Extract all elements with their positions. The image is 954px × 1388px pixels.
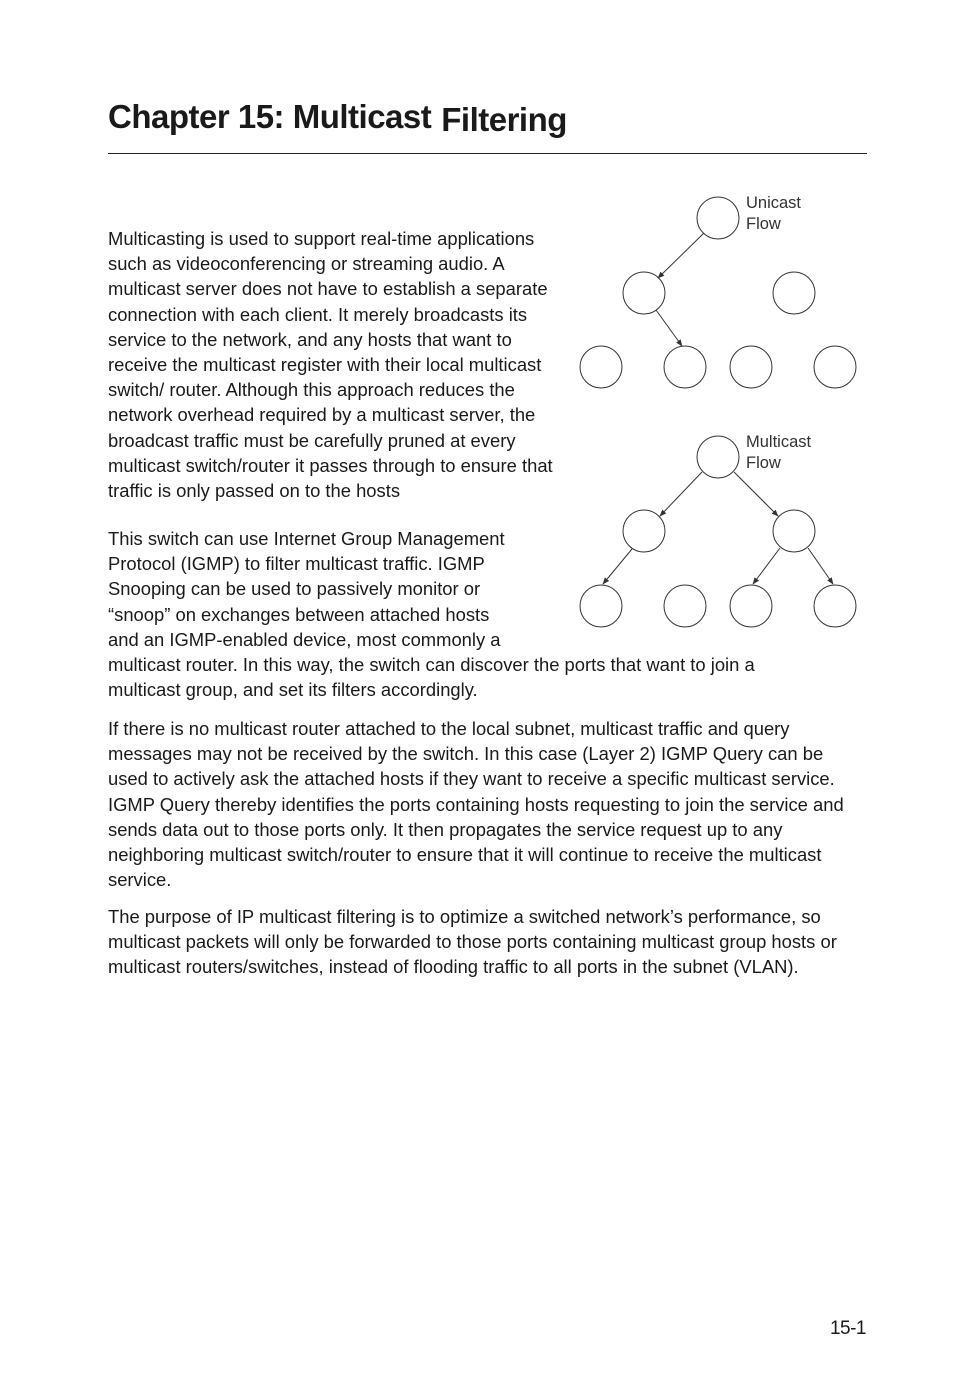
- unicast-mid-node: [623, 272, 665, 314]
- multicast-mid-node: [623, 510, 665, 552]
- paragraph-igmp-query: If there is no multicast router attached to the local subnet, multicast traffic and query messages may not be received by the switch. In this case (Layer 2) IGMP Query can be used to actively ask the attached hosts if they want to receive a specific multicast service. IGMP Query thereby identifies the ports containing hosts requesting to join the service and sends data out to those ports only. It then propagates the service request up to any neighboring multicast switch/router to ensure that it will continue to receive the multicast service.: [108, 718, 844, 891]
- unicast-leaf-node: [664, 346, 706, 388]
- unicast-leaf-node: [814, 346, 856, 388]
- paragraph-line: Snooping can be used to passively monitor or: [108, 578, 481, 600]
- unicast-mid-node: [773, 272, 815, 314]
- chapter-topic: Filtering: [441, 101, 567, 138]
- unicast-leaf-node: [580, 346, 622, 388]
- multicast-arrow: [808, 548, 833, 584]
- paragraph-line: This switch can use Internet Group Management: [108, 528, 505, 549]
- multicast-leaf-node: [580, 585, 622, 627]
- multicast-root-node: [697, 436, 739, 478]
- multicast-mid-node: [773, 510, 815, 552]
- paragraph-line: “snoop” on exchanges between attached hosts: [108, 603, 490, 625]
- multicast-label: Flow: [746, 454, 781, 472]
- chapter-title: Chapter 15: Multicast: [108, 98, 432, 135]
- unicast-root-node: [697, 197, 739, 239]
- unicast-multicast-diagram: [570, 180, 870, 640]
- multicast-arrow: [603, 549, 632, 584]
- paragraph-line: Protocol (IGMP) to filter multicast traffic. IGMP: [108, 553, 485, 575]
- multicast-arrow: [660, 472, 702, 516]
- multicast-label: Multicast: [746, 433, 812, 451]
- paragraph-line: multicast router. In this way, the switch can discover the ports that want to join a: [108, 654, 755, 676]
- multicast-leaf-node: [664, 585, 706, 627]
- unicast-label: Flow: [746, 215, 781, 233]
- unicast-arrow: [658, 233, 704, 278]
- page-title: [108, 98, 567, 136]
- page-number: 15-1: [829, 1318, 866, 1339]
- unicast-leaf-node: [730, 346, 772, 388]
- paragraph-line: and an IGMP-enabled device, most commonly a: [108, 628, 501, 650]
- unicast-label: Unicast: [746, 194, 802, 212]
- paragraph-filtering-purpose: The purpose of IP multicast filtering is to optimize a switched network’s performance, so multicast packets will only be forwarded to those ports containing multicast group hosts or multicast routers/switches, instead of flooding traffic to all ports in the subnet (VLAN).: [108, 906, 837, 978]
- multicast-arrow: [753, 548, 780, 584]
- multicast-leaf-node: [730, 585, 772, 627]
- unicast-arrow: [656, 310, 682, 346]
- title-rule: [108, 153, 867, 154]
- multicast-arrow: [734, 472, 778, 516]
- paragraph-line: multicast group, and set its filters accordingly.: [108, 679, 478, 701]
- paragraph-multicasting-intro: Multicasting is used to support real-time applications such as videoconferencing or streaming audio. A multicast server does not have to establish a separate connection with each client. It merely broadcasts its service to the network, and any hosts that want to receive the multicast register with their local multicast switch/ router. Although this approach reduces the network overhead required by a multicast server, the broadcast traffic must be carefully pruned at every multicast switch/router it passes through to ensure that traffic is only passed on to the hosts: [108, 228, 553, 502]
- multicast-leaf-node: [814, 585, 856, 627]
